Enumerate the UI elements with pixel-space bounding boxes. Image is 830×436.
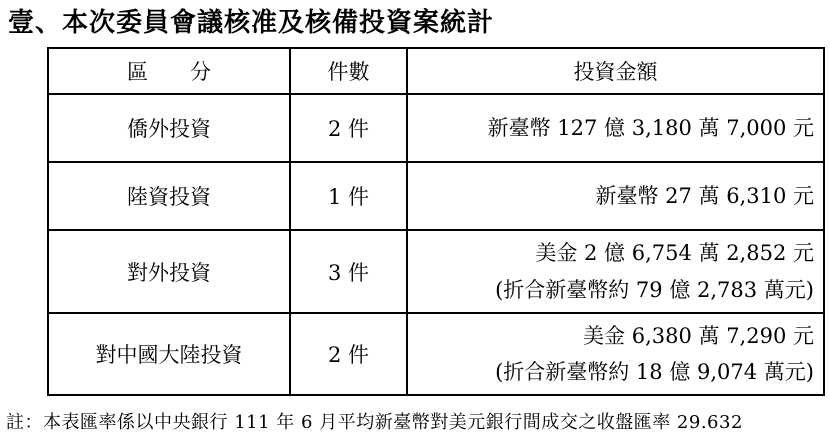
header-count: 件數 — [290, 48, 407, 94]
page-title: 壹、本次委員會議核准及核備投資案統計 — [8, 8, 495, 38]
exchange-rate-footnote: 註：本表匯率係以中央銀行 111 年 6 月平均新臺幣對美元銀行間成交之收盤匯率 29.632 — [6, 412, 743, 433]
amount-line-converted: (折合新臺幣約 18 億 9,074 萬元) — [495, 360, 814, 384]
amount-line: 新臺幣 27 萬 6,310 元 — [595, 183, 814, 208]
table-row-mainland-capital — [48, 162, 824, 230]
row-amount — [407, 230, 824, 313]
table-row-outward-investment — [48, 230, 824, 313]
row-category: 對中國大陸投資 — [48, 313, 290, 395]
amount-line: 美金 2 億 6,754 萬 2,852 元 — [535, 241, 814, 266]
row-count: 2 件 — [290, 94, 407, 162]
row-amount — [407, 162, 824, 230]
row-count: 3 件 — [290, 230, 407, 313]
row-count: 1 件 — [290, 162, 407, 230]
table-row-investment-mainland-china — [48, 313, 824, 395]
table-header-row — [48, 48, 824, 94]
header-amount: 投資金額 — [407, 48, 824, 94]
row-amount — [407, 313, 824, 395]
row-category: 陸資投資 — [48, 162, 290, 230]
row-category: 對外投資 — [48, 230, 290, 313]
row-count: 2 件 — [290, 313, 407, 395]
table-row-overseas-foreign — [48, 94, 824, 162]
row-amount — [407, 94, 824, 162]
amount-line: 美金 6,380 萬 7,290 元 — [583, 323, 814, 348]
amount-line: 新臺幣 127 億 3,180 萬 7,000 元 — [487, 115, 814, 140]
amount-line-converted: (折合新臺幣約 79 億 2,783 萬元) — [495, 277, 814, 302]
investment-stats-table — [47, 47, 825, 396]
header-category: 區 分 — [48, 48, 290, 94]
row-category: 僑外投資 — [48, 94, 290, 162]
